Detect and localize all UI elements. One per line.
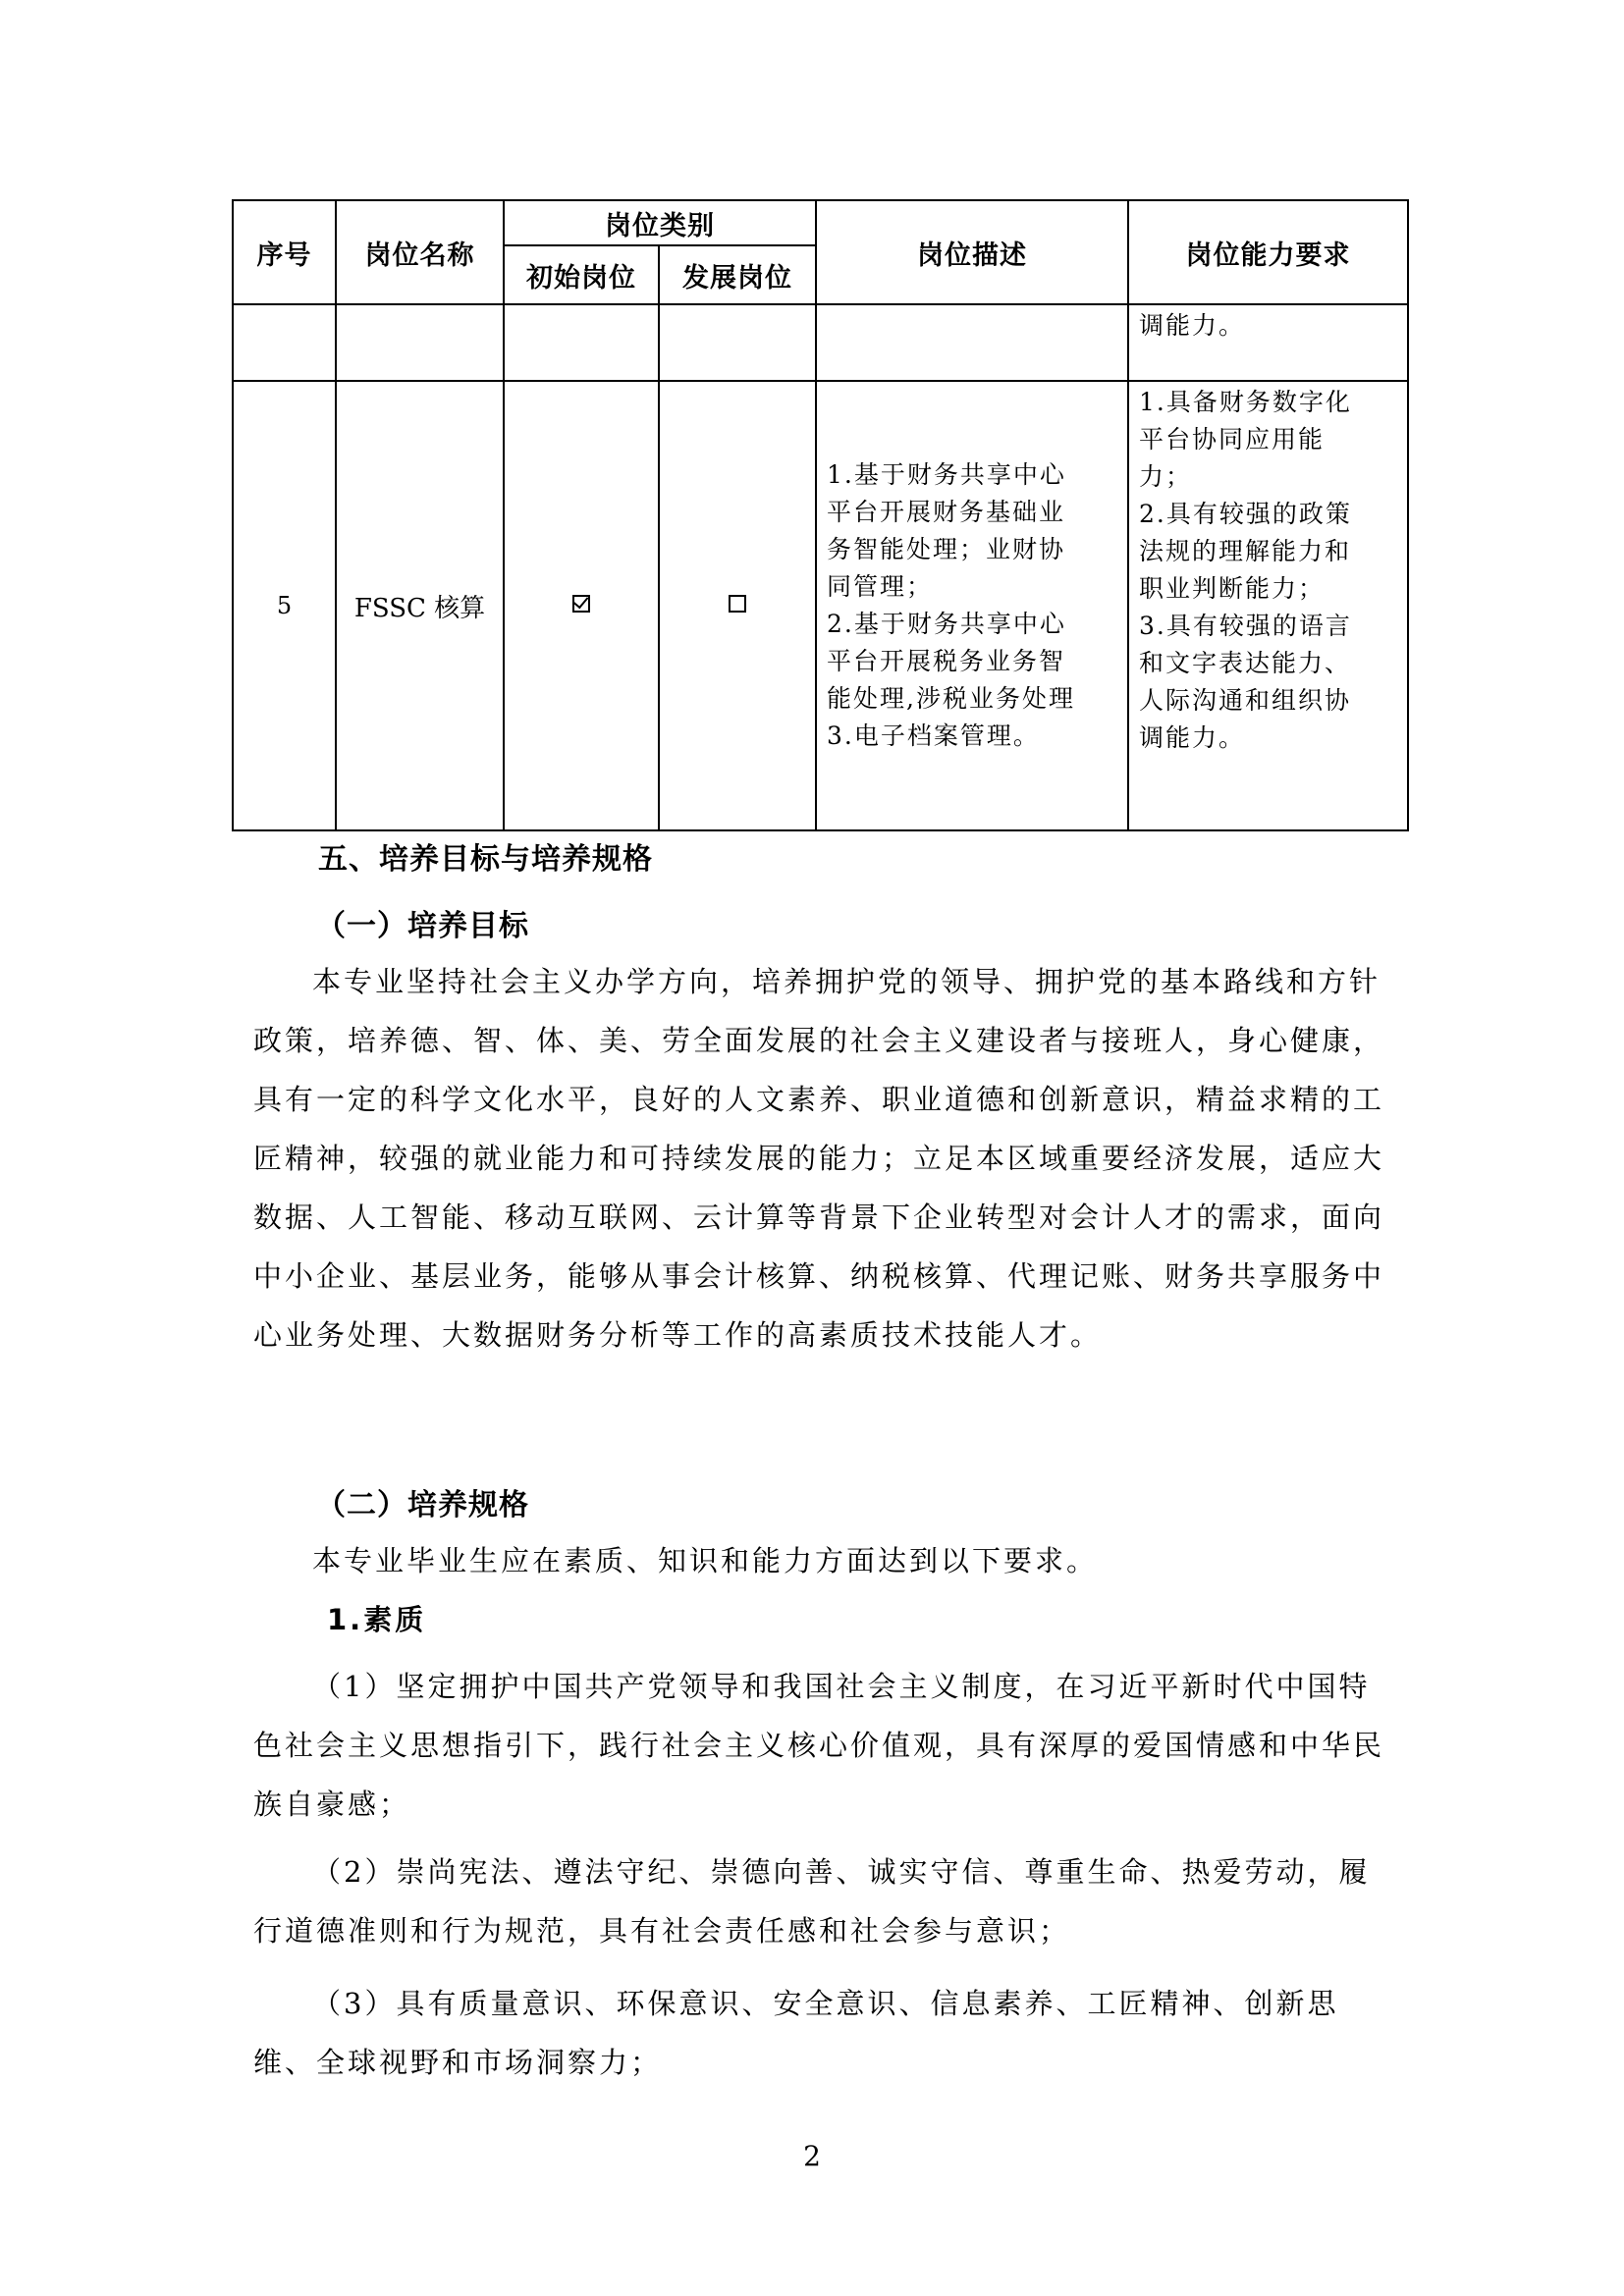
quality-item: （1）坚定拥护中国共产党领导和我国社会主义制度，在习近平新时代中国特色社会主义思想指引下，践行社会主义核心价值观，具有深厚的爱国情感和中华民族自豪感；	[253, 1670, 1385, 1821]
header-development: 发展岗位	[659, 245, 816, 304]
ability-line: 3.具有较强的语言	[1139, 612, 1352, 640]
ability-line: 2.具有较强的政策	[1139, 500, 1352, 528]
cell-empty	[659, 304, 816, 381]
cell-development	[659, 381, 816, 830]
job-position-table	[232, 199, 1409, 831]
table-row-continued	[233, 304, 1408, 381]
quality-heading: 1.素质	[327, 1603, 427, 1636]
ability-line: 职业判断能力；	[1139, 574, 1326, 603]
description-line: 同管理；	[827, 572, 934, 601]
description-line: 平台开展税务业务智	[827, 647, 1066, 675]
cell-description	[816, 381, 1128, 830]
header-initial: 初始岗位	[504, 245, 659, 304]
header-category: 岗位类别	[504, 200, 816, 245]
cell-empty	[504, 304, 659, 381]
quality-item: （2）崇尚宪法、遵法守纪、崇德向善、诚实守信、尊重生命、热爱劳动，履行道德准则和行为规范，具有社会责任感和社会参与意识；	[253, 1855, 1371, 1948]
cell-initial	[504, 381, 659, 830]
cell-name: FSSC 核算	[336, 381, 504, 830]
cell-empty	[336, 304, 504, 381]
goal-heading: （一）培养目标	[316, 909, 529, 943]
description-line: 务智能处理；业财协	[827, 535, 1066, 563]
ability-line: 人际沟通和组织协	[1139, 686, 1352, 715]
description-line: 2.基于财务共享中心	[827, 610, 1066, 638]
quality-item: （3）具有质量意识、环保意识、安全意识、信息素养、工匠精神、创新思维、全球视野和市场洞察力；	[253, 1987, 1339, 2079]
page-number: 2	[803, 2140, 821, 2172]
header-num: 序号	[233, 200, 336, 304]
section-heading: 五、培养目标与培养规格	[318, 842, 653, 877]
description-line: 3.电子档案管理。	[827, 721, 1040, 750]
description-line: 能处理,涉税业务处理	[827, 684, 1075, 713]
header-description: 岗位描述	[816, 200, 1128, 304]
spec-intro: 本专业毕业生应在素质、知识和能力方面达到以下要求。	[312, 1544, 1099, 1577]
checked-box-icon	[572, 595, 590, 613]
goal-paragraph: 本专业坚持社会主义办学方向，培养拥护党的领导、拥护党的基本路线和方针政策，培养德、智、体、美、劳全面发展的社会主义建设者与接班人，身心健康，具有一定的科学文化水平，良好的人文素养、职业道德和创新意识，精益求精的工匠精神，较强的就业能力和可持续发展的能力；立足本区域重要经济发展，适应大数据、人工智能、移动互联网、云计算等背景下企业转型对会计人才的需求，面向中小企业、基层业务，能够从事会计核算、纳税核算、代理记账、财务共享服务中心业务处理、大数据财务分析等工作的高素质技术技能人才。	[253, 965, 1385, 1352]
ability-line: 平台协同应用能	[1139, 425, 1326, 454]
cell-empty	[816, 304, 1128, 381]
cell-ability	[1128, 381, 1408, 830]
ability-line: 和文字表达能力、	[1139, 649, 1352, 677]
cell-ability-continued	[1128, 304, 1408, 381]
header-name: 岗位名称	[336, 200, 504, 304]
ability-text: 调能力。	[1139, 311, 1246, 340]
cell-num: 5	[233, 381, 336, 830]
description-line: 平台开展财务基础业	[827, 498, 1066, 526]
unchecked-box-icon	[729, 595, 746, 613]
spec-heading: （二）培养规格	[316, 1488, 529, 1522]
table-row	[233, 381, 1408, 830]
ability-line: 调能力。	[1139, 723, 1246, 752]
ability-line: 法规的理解能力和	[1139, 537, 1352, 565]
cell-empty	[233, 304, 336, 381]
header-ability: 岗位能力要求	[1128, 200, 1408, 304]
ability-line: 力；	[1139, 462, 1193, 491]
description-line: 1.基于财务共享中心	[827, 460, 1066, 489]
ability-line: 1.具备财务数字化	[1139, 388, 1352, 416]
